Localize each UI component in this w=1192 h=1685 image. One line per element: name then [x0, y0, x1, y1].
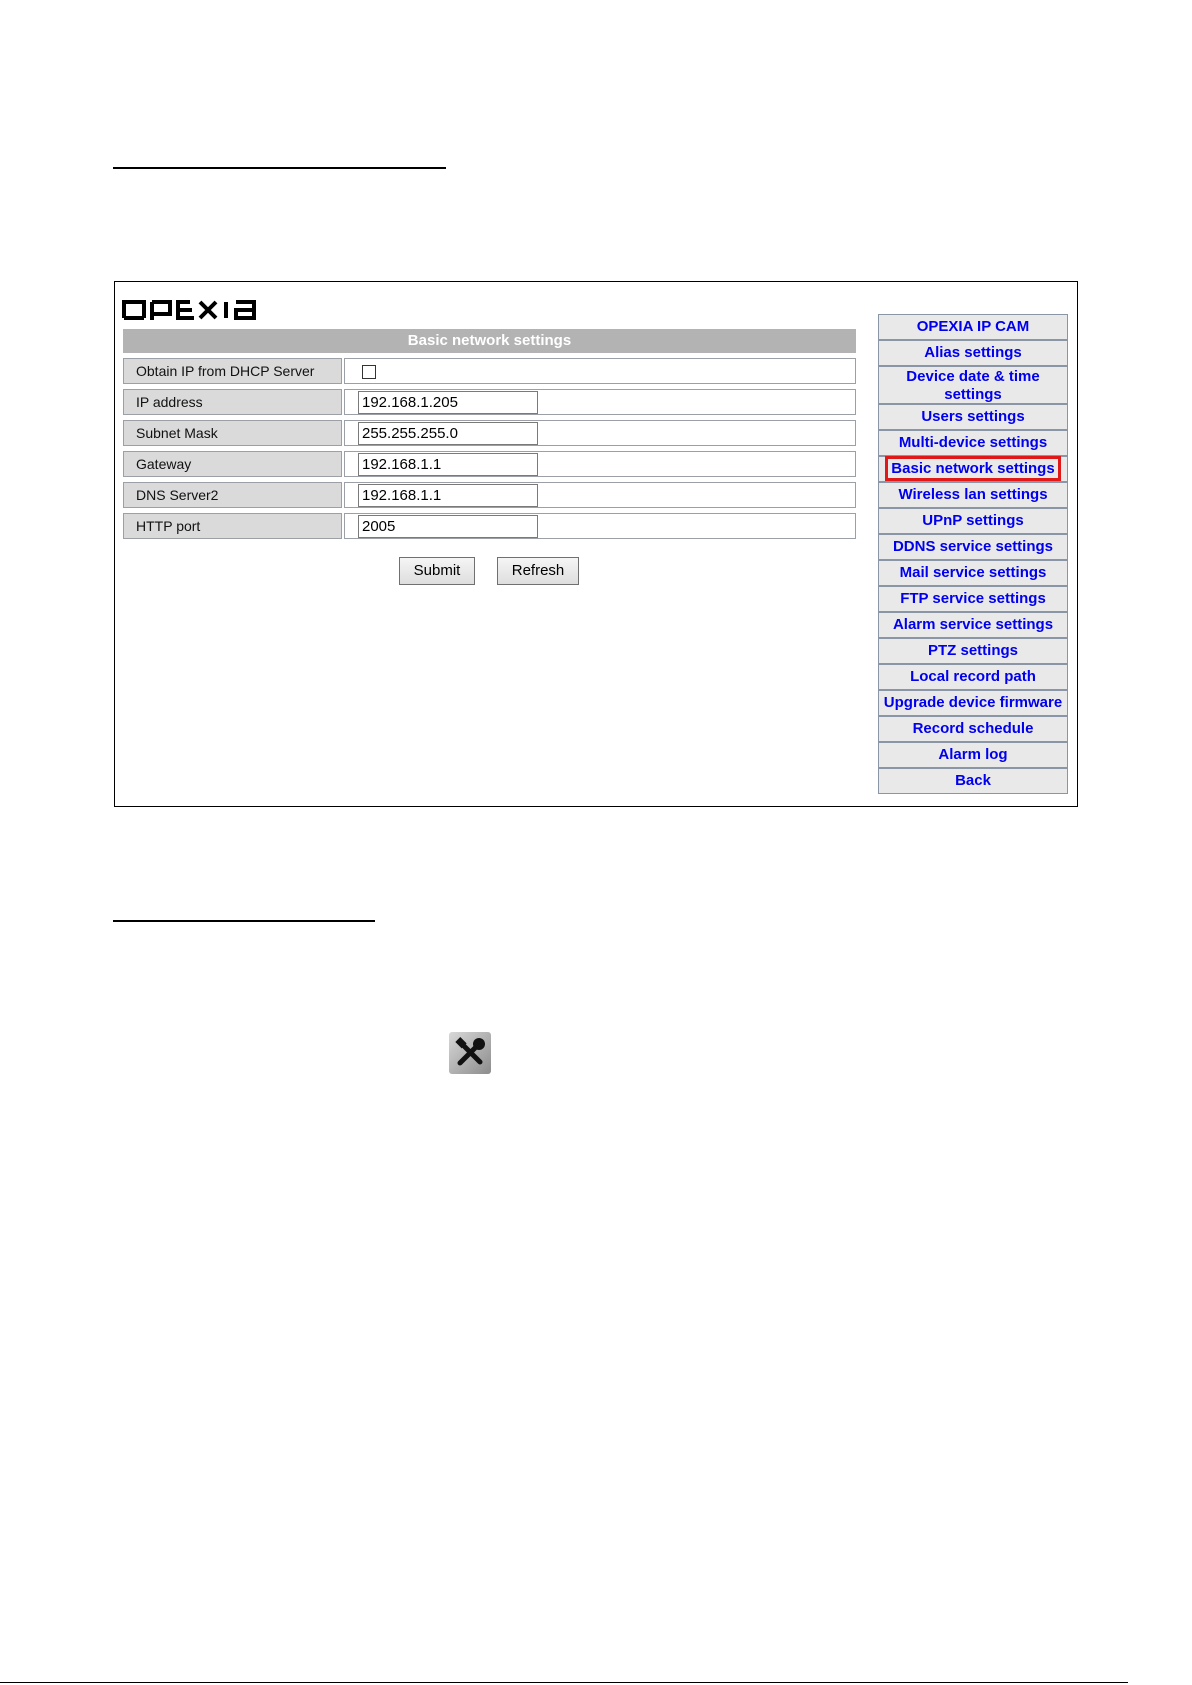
panel-header: Basic network settings: [123, 329, 856, 353]
menu-item-record-schedule[interactable]: Record schedule: [878, 716, 1068, 742]
menu-item-basic-network-settings[interactable]: Basic network settings: [878, 456, 1068, 482]
menu-item-ddns-service-settings[interactable]: DDNS service settings: [878, 534, 1068, 560]
menu-item-alarm-service-settings[interactable]: Alarm service settings: [878, 612, 1068, 638]
row-dns-server2: [123, 482, 856, 508]
http-port-input[interactable]: 2005: [358, 515, 538, 538]
menu-item-local-record-path[interactable]: Local record path: [878, 664, 1068, 690]
ip-address-input[interactable]: 192.168.1.205: [358, 391, 538, 414]
row-label: Obtain IP from DHCP Server: [123, 358, 342, 384]
subnet-mask-input[interactable]: 255.255.255.0: [358, 422, 538, 445]
menu-item-upgrade-device-firmware[interactable]: Upgrade device firmware: [878, 690, 1068, 716]
refresh-button[interactable]: Refresh: [497, 557, 579, 585]
menu-item-alias-settings[interactable]: Alias settings: [878, 340, 1068, 366]
menu-item-ptz-settings[interactable]: PTZ settings: [878, 638, 1068, 664]
menu-item-alarm-log[interactable]: Alarm log: [878, 742, 1068, 768]
camera-settings-screenshot: [114, 281, 1078, 807]
gateway-input[interactable]: 192.168.1.1: [358, 453, 538, 476]
menu-item-users-settings[interactable]: Users settings: [878, 404, 1068, 430]
row-label: IP address: [123, 389, 342, 415]
menu-item-ftp-service-settings[interactable]: FTP service settings: [878, 586, 1068, 612]
dhcp-checkbox[interactable]: [362, 365, 376, 379]
submit-button[interactable]: Submit: [399, 557, 475, 585]
row-http-port: [123, 513, 856, 539]
tools-icon: [449, 1032, 491, 1074]
row-label: DNS Server2: [123, 482, 342, 508]
row-value-cell: [344, 389, 856, 415]
row-gateway: [123, 451, 856, 477]
row-value-cell: [344, 358, 856, 384]
row-label: Gateway: [123, 451, 342, 477]
menu-item-mail-service-settings[interactable]: Mail service settings: [878, 560, 1068, 586]
menu-item-opexia-ip-cam[interactable]: OPEXIA IP CAM: [878, 314, 1068, 340]
row-ip-address: [123, 389, 856, 415]
dns-server2-input[interactable]: 192.168.1.1: [358, 484, 538, 507]
row-value-cell: [344, 513, 856, 539]
opexia-logo: [122, 294, 292, 322]
menu-item-upnp-settings[interactable]: UPnP settings: [878, 508, 1068, 534]
menu-item-device-date-time[interactable]: Device date & time settings: [878, 366, 1068, 404]
menu-item-wireless-lan-settings[interactable]: Wireless lan settings: [878, 482, 1068, 508]
menu-item-back[interactable]: Back: [878, 768, 1068, 794]
row-value-cell: [344, 482, 856, 508]
row-subnet-mask: [123, 420, 856, 446]
row-value-cell: [344, 451, 856, 477]
row-value-cell: [344, 420, 856, 446]
row-dhcp: [123, 358, 856, 384]
section-underline: [113, 920, 375, 922]
footer-rule: [0, 1682, 1128, 1683]
row-label: HTTP port: [123, 513, 342, 539]
menu-item-multi-device-settings[interactable]: Multi-device settings: [878, 430, 1068, 456]
section-underline: [113, 167, 446, 169]
row-label: Subnet Mask: [123, 420, 342, 446]
